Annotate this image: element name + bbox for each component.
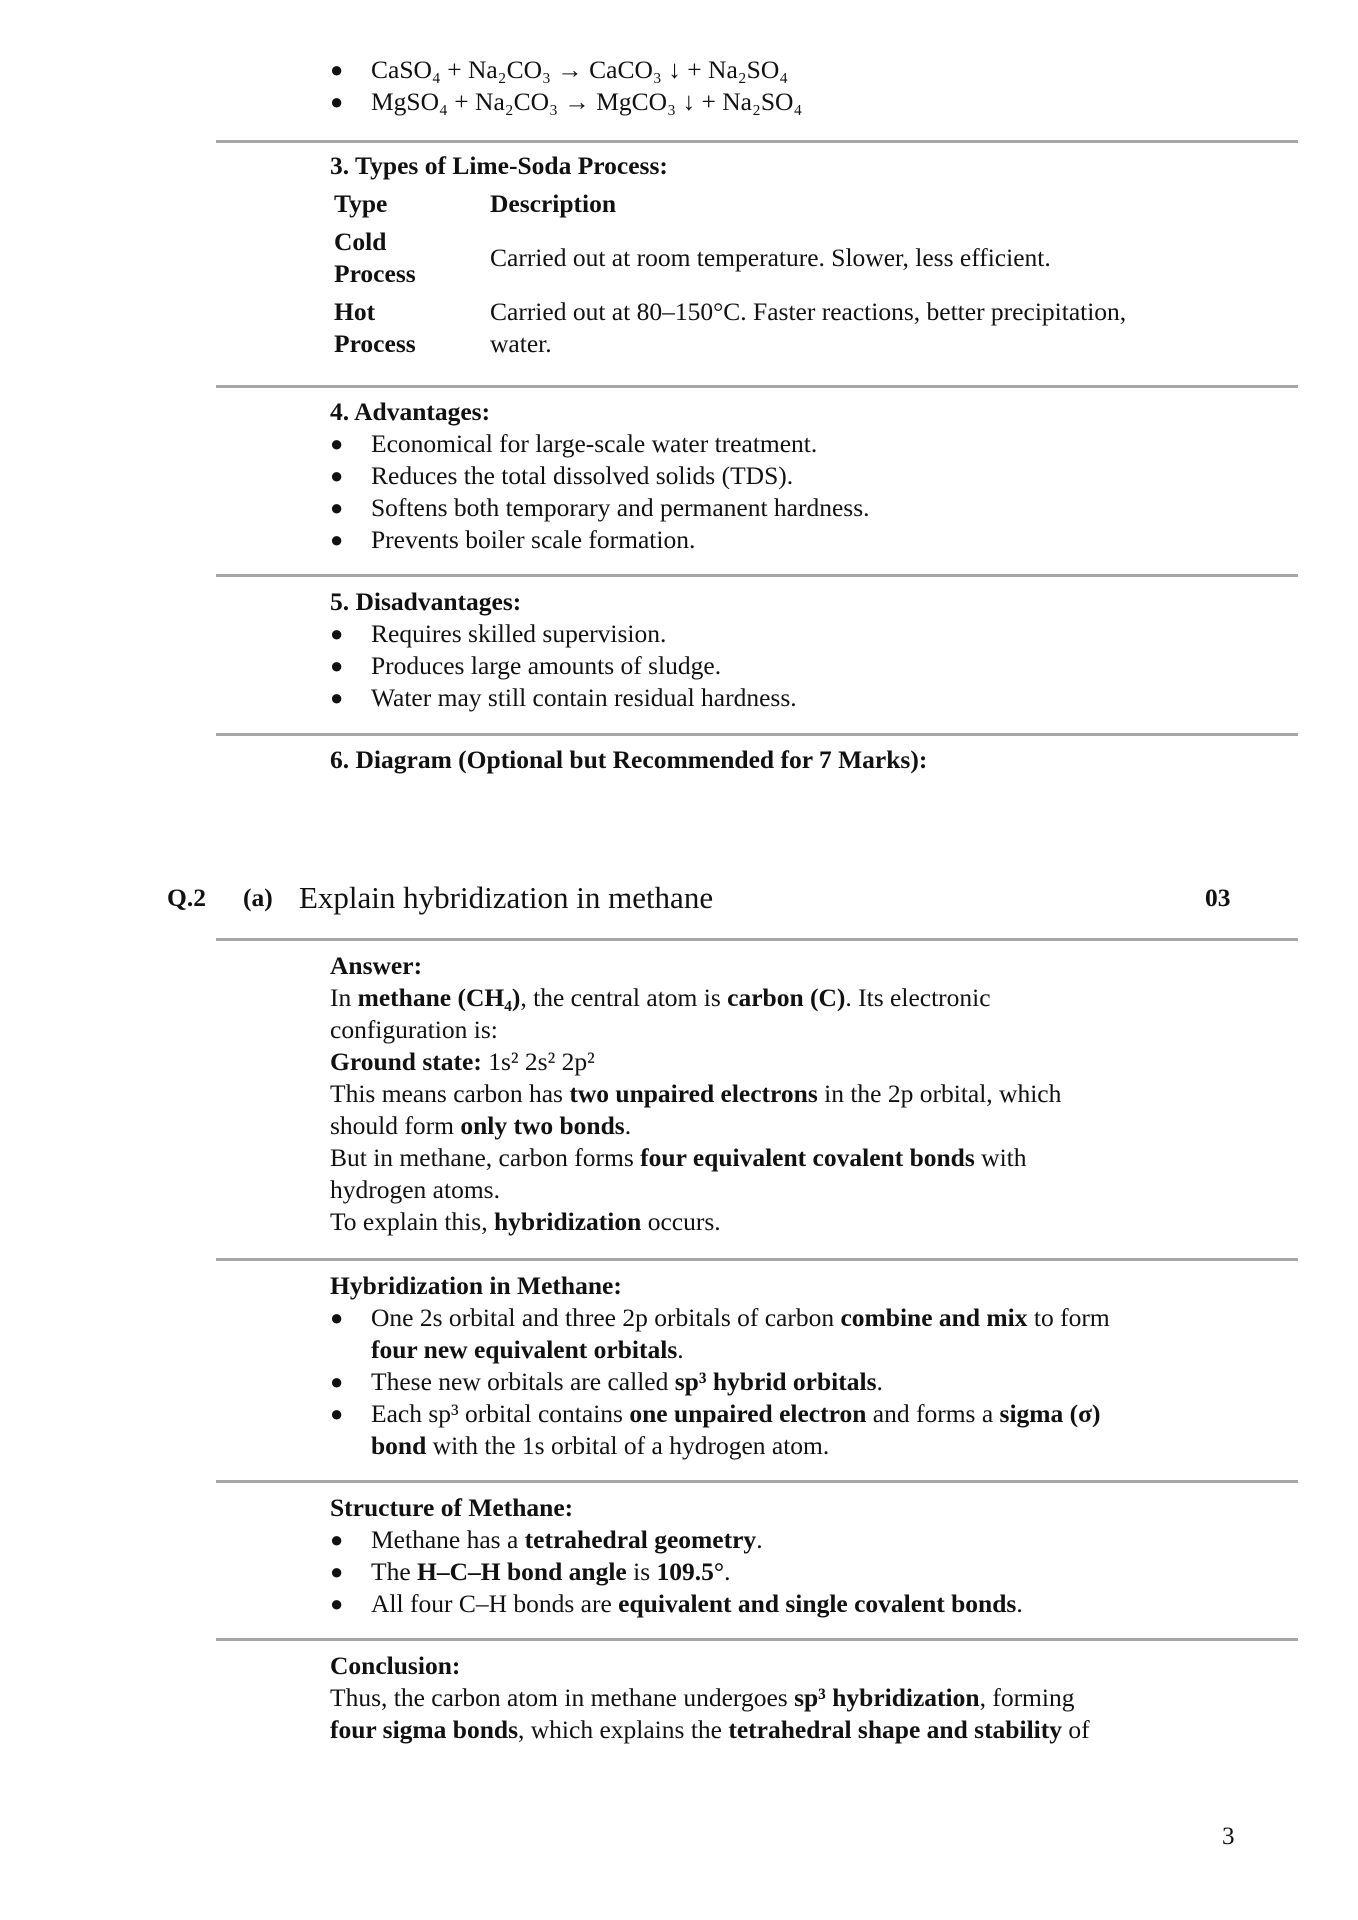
question-part: (a) bbox=[243, 883, 273, 912]
divider bbox=[216, 1638, 1298, 1641]
bullet-icon: ● bbox=[330, 1401, 344, 1426]
table-cell-type: Hot bbox=[334, 297, 376, 326]
paragraph-line: should form only two bonds. bbox=[330, 1111, 632, 1140]
table-cell-description: Carried out at 80–150°C. Faster reactions, better precipitation, bbox=[490, 297, 1127, 326]
bullet-icon: ● bbox=[330, 431, 344, 456]
bullet-icon: ● bbox=[330, 495, 344, 520]
divider bbox=[216, 574, 1298, 577]
paragraph-line: hydrogen atoms. bbox=[330, 1175, 500, 1204]
divider bbox=[216, 733, 1298, 736]
bullet-icon: ● bbox=[330, 527, 344, 552]
table-cell-type: Process bbox=[334, 259, 416, 288]
bullet-icon: ● bbox=[330, 653, 344, 678]
paragraph-line: configuration is: bbox=[330, 1015, 498, 1044]
bullet-icon: ● bbox=[330, 57, 344, 82]
question-number: Q.2 bbox=[167, 883, 206, 912]
paragraph-line: Ground state: 1s² 2s² 2p² bbox=[330, 1047, 595, 1076]
table-cell-description: water. bbox=[490, 329, 552, 358]
divider bbox=[216, 140, 1298, 143]
table-cell-type: Cold bbox=[334, 227, 387, 256]
divider bbox=[216, 938, 1298, 941]
divider bbox=[216, 385, 1298, 388]
paragraph-line: But in methane, carbon forms four equivalent covalent bonds with bbox=[330, 1143, 1027, 1172]
bullet-icon: ● bbox=[330, 463, 344, 488]
question-title: Explain hybridization in methane bbox=[299, 880, 714, 915]
bullet-icon: ● bbox=[330, 1527, 344, 1552]
bullet-icon: ● bbox=[330, 1369, 344, 1394]
section-heading: 5. Disadvantages: bbox=[330, 587, 522, 616]
section-heading: Answer: bbox=[330, 951, 423, 980]
bullet-icon: ● bbox=[330, 89, 344, 114]
bullet-icon: ● bbox=[330, 1559, 344, 1584]
section-heading: Hybridization in Methane: bbox=[330, 1271, 622, 1300]
paragraph-line: four sigma bonds, which explains the tetrahedral shape and stability of bbox=[330, 1715, 1090, 1744]
section-heading: 4. Advantages: bbox=[330, 397, 491, 426]
table-header-type: Type bbox=[334, 189, 388, 218]
paragraph-line: This means carbon has two unpaired electrons in the 2p orbital, which bbox=[330, 1079, 1062, 1108]
paragraph-line: In methane (CH₄), the central atom is carbon (C). Its electronic bbox=[330, 983, 991, 1012]
paragraph-line: Thus, the carbon atom in methane undergoes sp³ hybridization, forming bbox=[330, 1683, 1075, 1712]
paragraph-line: To explain this, hybridization occurs. bbox=[330, 1207, 721, 1236]
divider bbox=[216, 1480, 1298, 1483]
bullet-icon: ● bbox=[330, 1305, 344, 1330]
table-header-description: Description bbox=[490, 189, 617, 218]
question-marks: 03 bbox=[1205, 883, 1231, 912]
table-cell-description: Carried out at room temperature. Slower, less efficient. bbox=[490, 243, 1051, 272]
divider bbox=[216, 1258, 1298, 1261]
bullet-icon: ● bbox=[330, 621, 344, 646]
section-heading: Conclusion: bbox=[330, 1651, 461, 1680]
page-number: 3 bbox=[1222, 1823, 1235, 1850]
bullet-icon: ● bbox=[330, 685, 344, 710]
section-heading: Structure of Methane: bbox=[330, 1493, 574, 1522]
table-cell-type: Process bbox=[334, 329, 416, 358]
bullet-icon: ● bbox=[330, 1591, 344, 1616]
section-heading: 6. Diagram (Optional but Recommended for 7 Marks): bbox=[330, 745, 928, 774]
section-heading: 3. Types of Lime-Soda Process: bbox=[330, 151, 668, 180]
document-page: ● CaSO₄ + Na₂CO₃ → CaCO₃ ↓ + Na₂SO₄ ● MgSO₄ + Na₂CO₃ → MgCO₃ ↓ + Na₂SO₄ 3. Types of Lime-Soda Process: Type Description Cold Process Carried out at room temperature. Slower, less efficient. Hot Process Carried out at 80–150°C. Faster reactions, better precipitation, water. 4. Advantages: ● Economical for large-scale water treatment. ● Reduces the total dissolved solids (TDS). ● Softens both temporary and permanent hardness. ● Prevents boiler scale formation. 5. Disadvantages: ● Requires skilled supervision. ● Produces large amounts of sludge. ● Water may still contain residual hardness. 6. Diagram (Optional but Recommended for 7 Marks): Q.2 (a) Explain hybridization in methane 03 Answer: In methane (CH₄), the central atom is carbon (C). Its electronic configuration is: Ground state: 1s² 2s² 2p² This means carbon has two unpaired electrons in the 2p orbital, which should form only two bonds. But in methane, carbon forms four equivalent covalent bonds with hydrogen atoms. To explain this, hybridization occurs. Hybridization in Methane: ● One 2s orbital and three 2p orbitals of carbon combine and mix to form four new equivalent orbitals. ● These new orbitals are called sp³ hybrid orbitals. ● Each sp³ orbital contains one unpaired electron and forms a sigma (σ) bond with the 1s orbital of a hydrogen atom. Structure of Methane: ● Methane has a tetrahedral geometry. ● The H–C–H bond angle is 109.5°. ● All four C–H bonds are equivalent and single covalent bonds. Conclusion: Thus, the carbon atom in methane undergoes sp³ hybridization, forming four sigma bonds, which explains the tetrahedral shape and stability of 3 bbox=[0, 0, 1358, 1920]
